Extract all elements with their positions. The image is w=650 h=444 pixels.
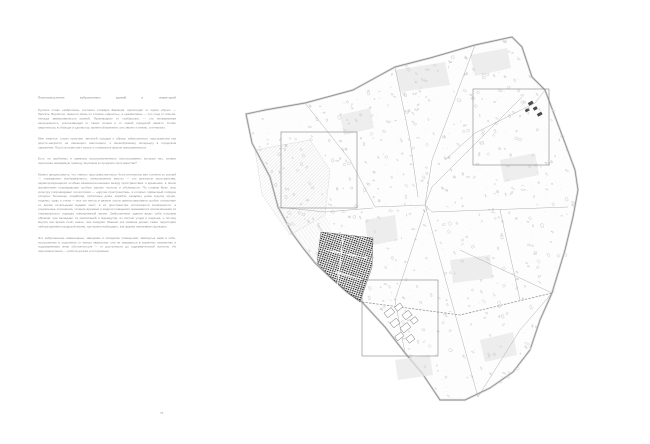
paragraph-2: Мне кажется, слово приучает жителей городов к образу заброшенного пространства как просто-напросто не имеющего настоящего, к своеобразному интерьеру в городском окружении. Пустота перестаёт пугать и становится фоном повседневности. xyxy=(38,137,176,150)
paragraph-3: Есть ли проблемы и примеры пространственного использования, которые мы, словно пересекая невидимую границу, впускаем в городское пространство? xyxy=(38,157,176,166)
paragraph-4: Можно предположить, что «иные» пространства могут быть интересны вне степени их усилий — «праздники» воображаемого, «невозможные места» — это реальные пространства, характеризующиеся особым взаимоотношением между пространством и временем, в своих проявлениях порождающие особые законы тесноты и объёмности. По словам Фуко, всю культуру сопровождают гетеротопии — «другие пространства», в которых привычный порядок оспорен: больницы, кладбища, публичные дома, корабли, казармы, дома отдыха, музеи, тюрьмы, сады и отели — все эти места в разные эпохи демонстрировали особое отношение со всеми остальными видами мест; в их пространстве исполняются возможности, а социальные отношения, течение времени и модели поведения оказываются исключёнными из «нормального» порядка повседневной жизни. Заброшенные здания ведут себя похожим образом: они выпадают из расписаний и маршрутов, из систем ухода и надзора, и потому внутри них время течёт иначе, чем снаружи. Именно эта изнанка делает такие территории лабораториями городской жизни, где можно наблюдать, как форма переживает функцию. xyxy=(38,172,176,229)
text-column xyxy=(38,96,176,261)
right-page xyxy=(245,10,645,410)
city-district-map xyxy=(245,10,645,410)
article-heading: Переосмысление заброшенных зданий и территорий xyxy=(38,96,176,100)
paragraph-1: Русское слово «заброшка», согласно словарю Фасмера, происходит от корня «брос» — бросать. Вероятно, имеется связь со словом «заросль», а «развалина» — это след от износа, некогда завершившегося руиной. Производное от «заброшки» — это непрерывная запущенность, ускользающая от своих хозяев и от самой городской памяти. Слово закрепилось в обиходе и сделалось приметой времени: оно звучит и нежно, и печально. xyxy=(38,108,176,130)
paragraph-5: Это заброшенные инженерные, заводские и складские помещения, замкнутые сами в себе, построенные в отдалении от жилых кварталов; они не нуждаются в коренных переменах и подразумевают веер обстоятельств — от доступности до содержательной полноты. Их переосмысление — работа долгая и осторожная. xyxy=(38,236,176,253)
left-page-number: 76 xyxy=(160,412,164,415)
